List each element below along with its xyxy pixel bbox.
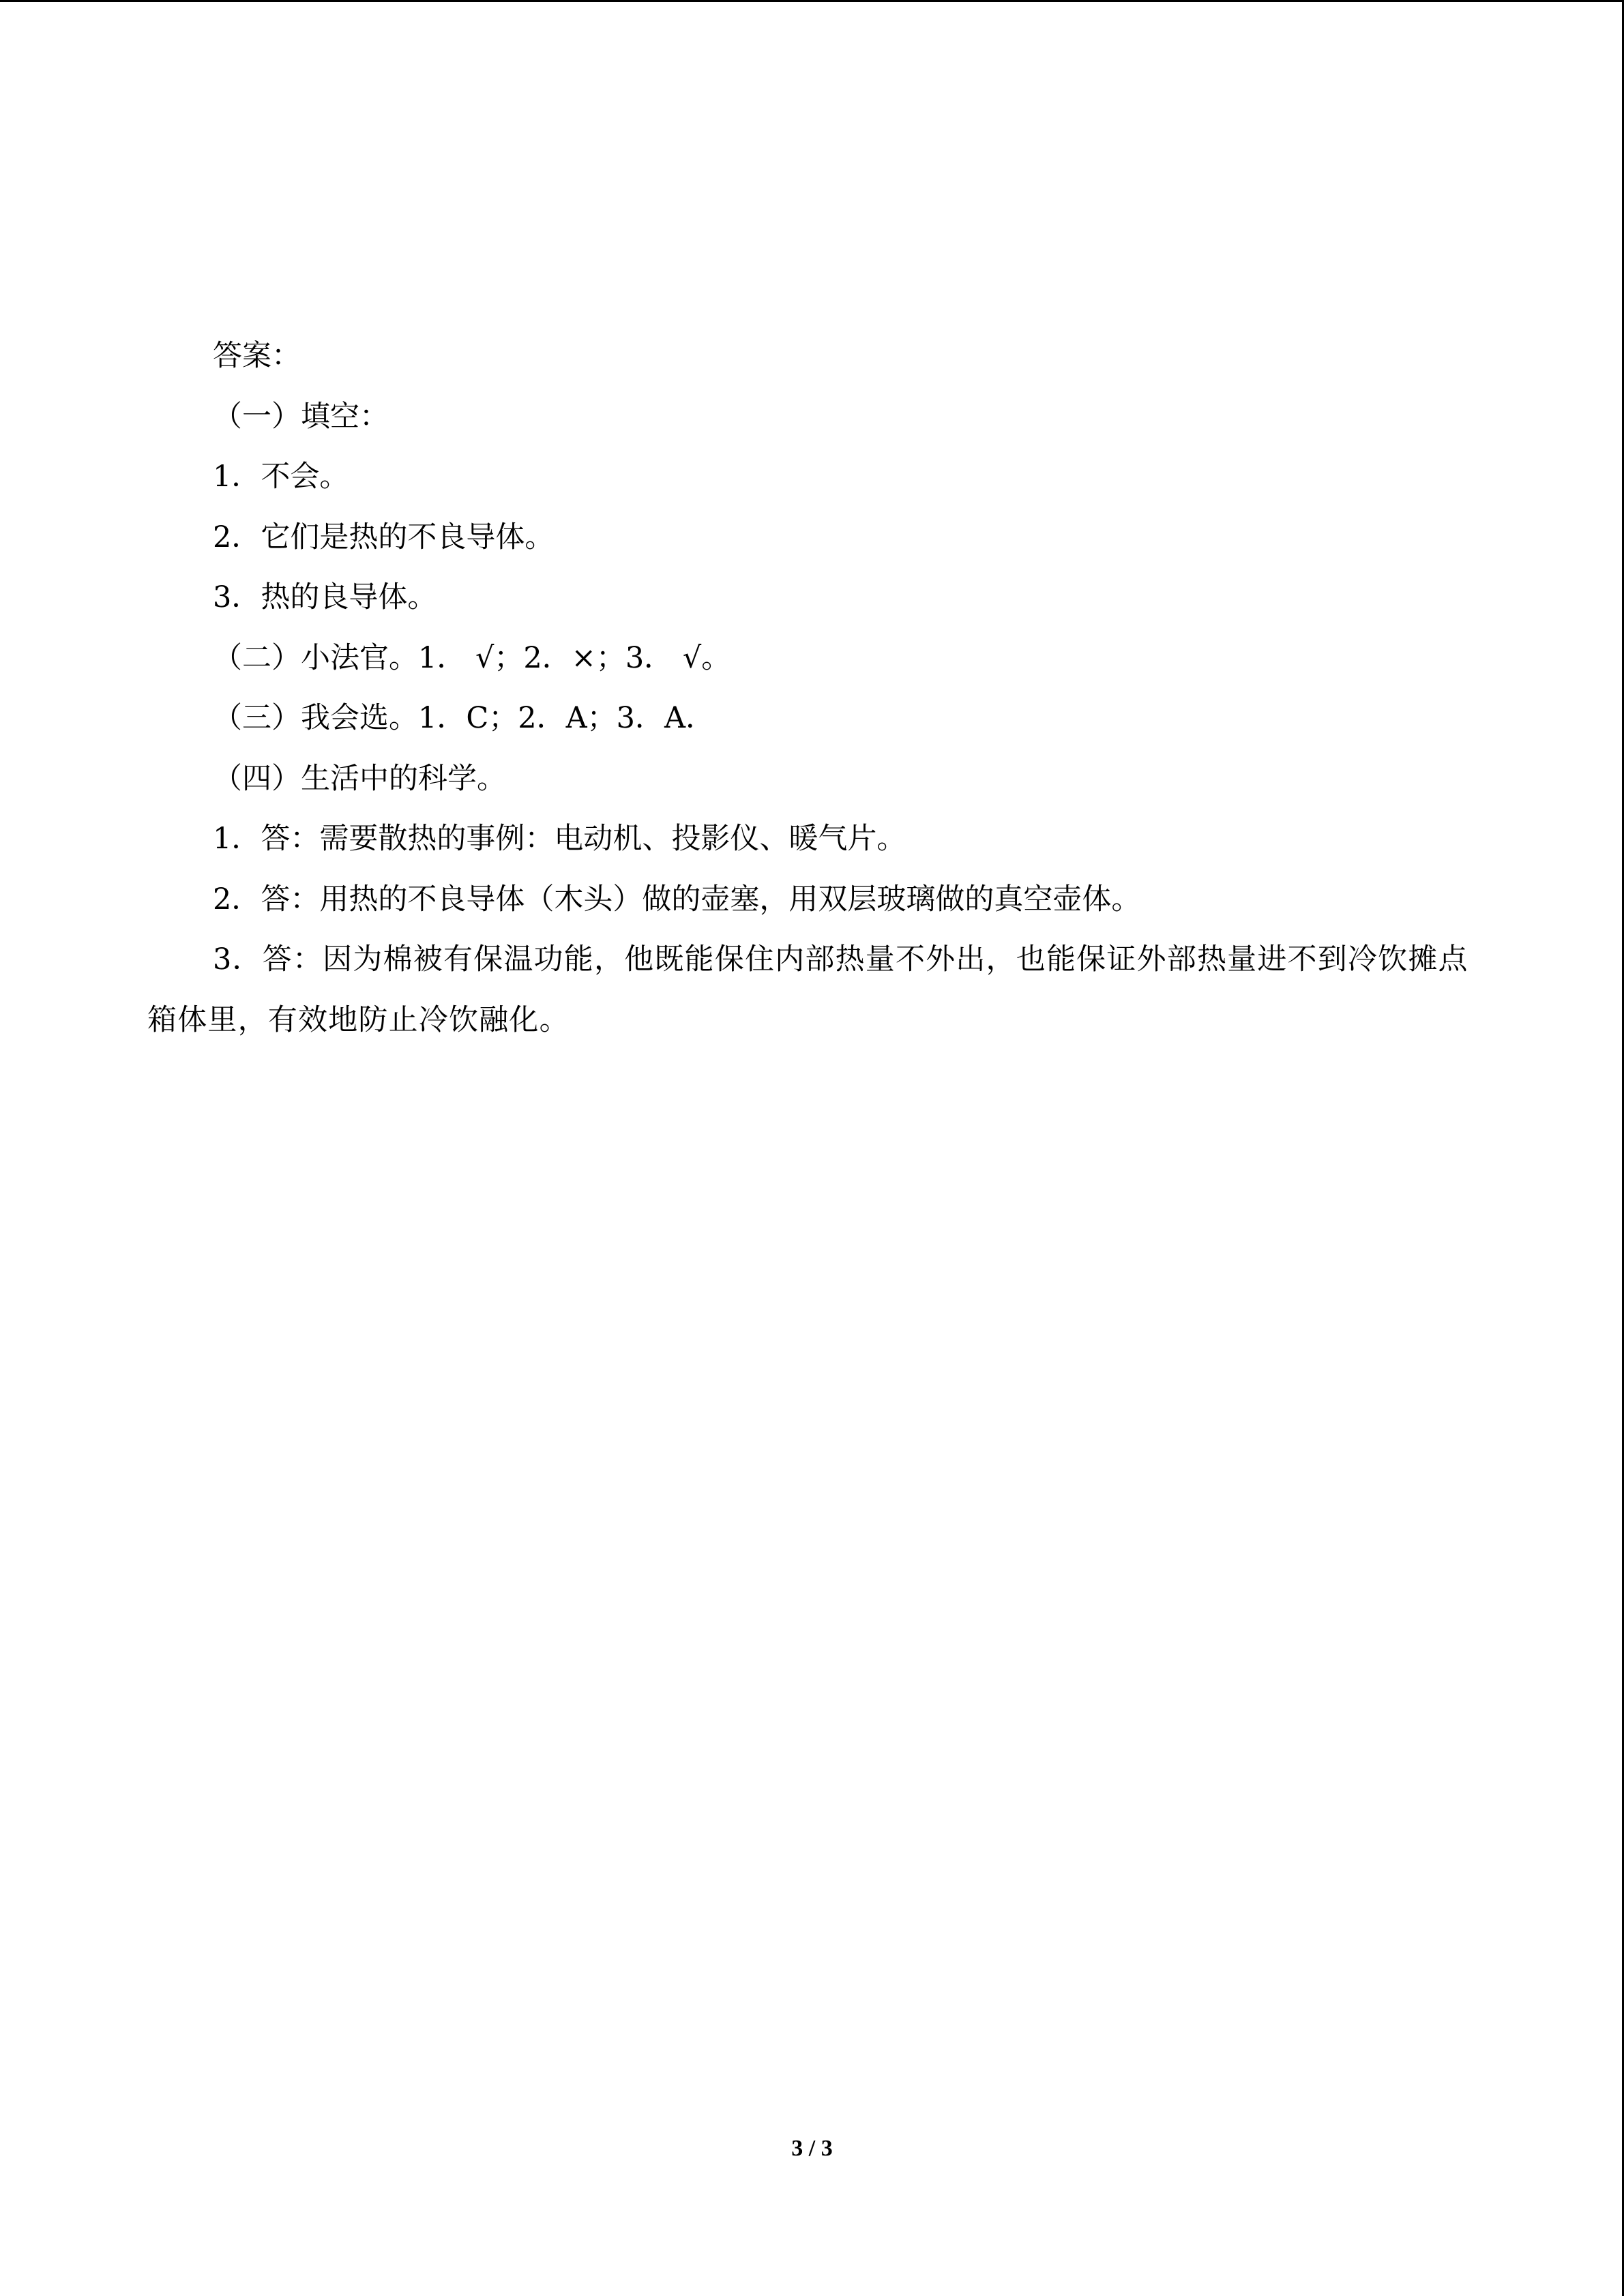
section-1-item-1: 1．不会。 bbox=[213, 460, 349, 494]
section-4-item-2: 2．答：用热的不良导体（木头）做的壶塞，用双层玻璃做的真空壶体。 bbox=[213, 882, 1141, 916]
section-2-line: （二）小法官。1． √；2．×；3． √。 bbox=[213, 640, 731, 675]
section-4-item-1: 1．答：需要散热的事例：电动机、投影仪、暖气片。 bbox=[213, 822, 906, 856]
page-border-top bbox=[0, 0, 1624, 2]
answer-heading: 答案： bbox=[213, 339, 301, 373]
section-1-item-2: 2．它们是热的不良导体。 bbox=[213, 520, 555, 554]
section-4-title: （四）生活中的科学。 bbox=[213, 761, 506, 796]
section-1-item-3: 3．热的良导体。 bbox=[213, 580, 437, 614]
answer-content bbox=[147, 326, 1484, 1050]
section-4-item-3: 3．答：因为棉被有保温功能，他既能保住内部热量不外出，也能保证外部热量进不到冷饮摊点箱体里，有效地防止冷饮融化。 bbox=[147, 942, 1468, 1037]
page-number: 3 / 3 bbox=[791, 2136, 833, 2161]
section-1-title: （一）填空： bbox=[213, 399, 389, 434]
section-3-line: （三）我会选。1．C；2．A；3．A． bbox=[213, 701, 715, 735]
